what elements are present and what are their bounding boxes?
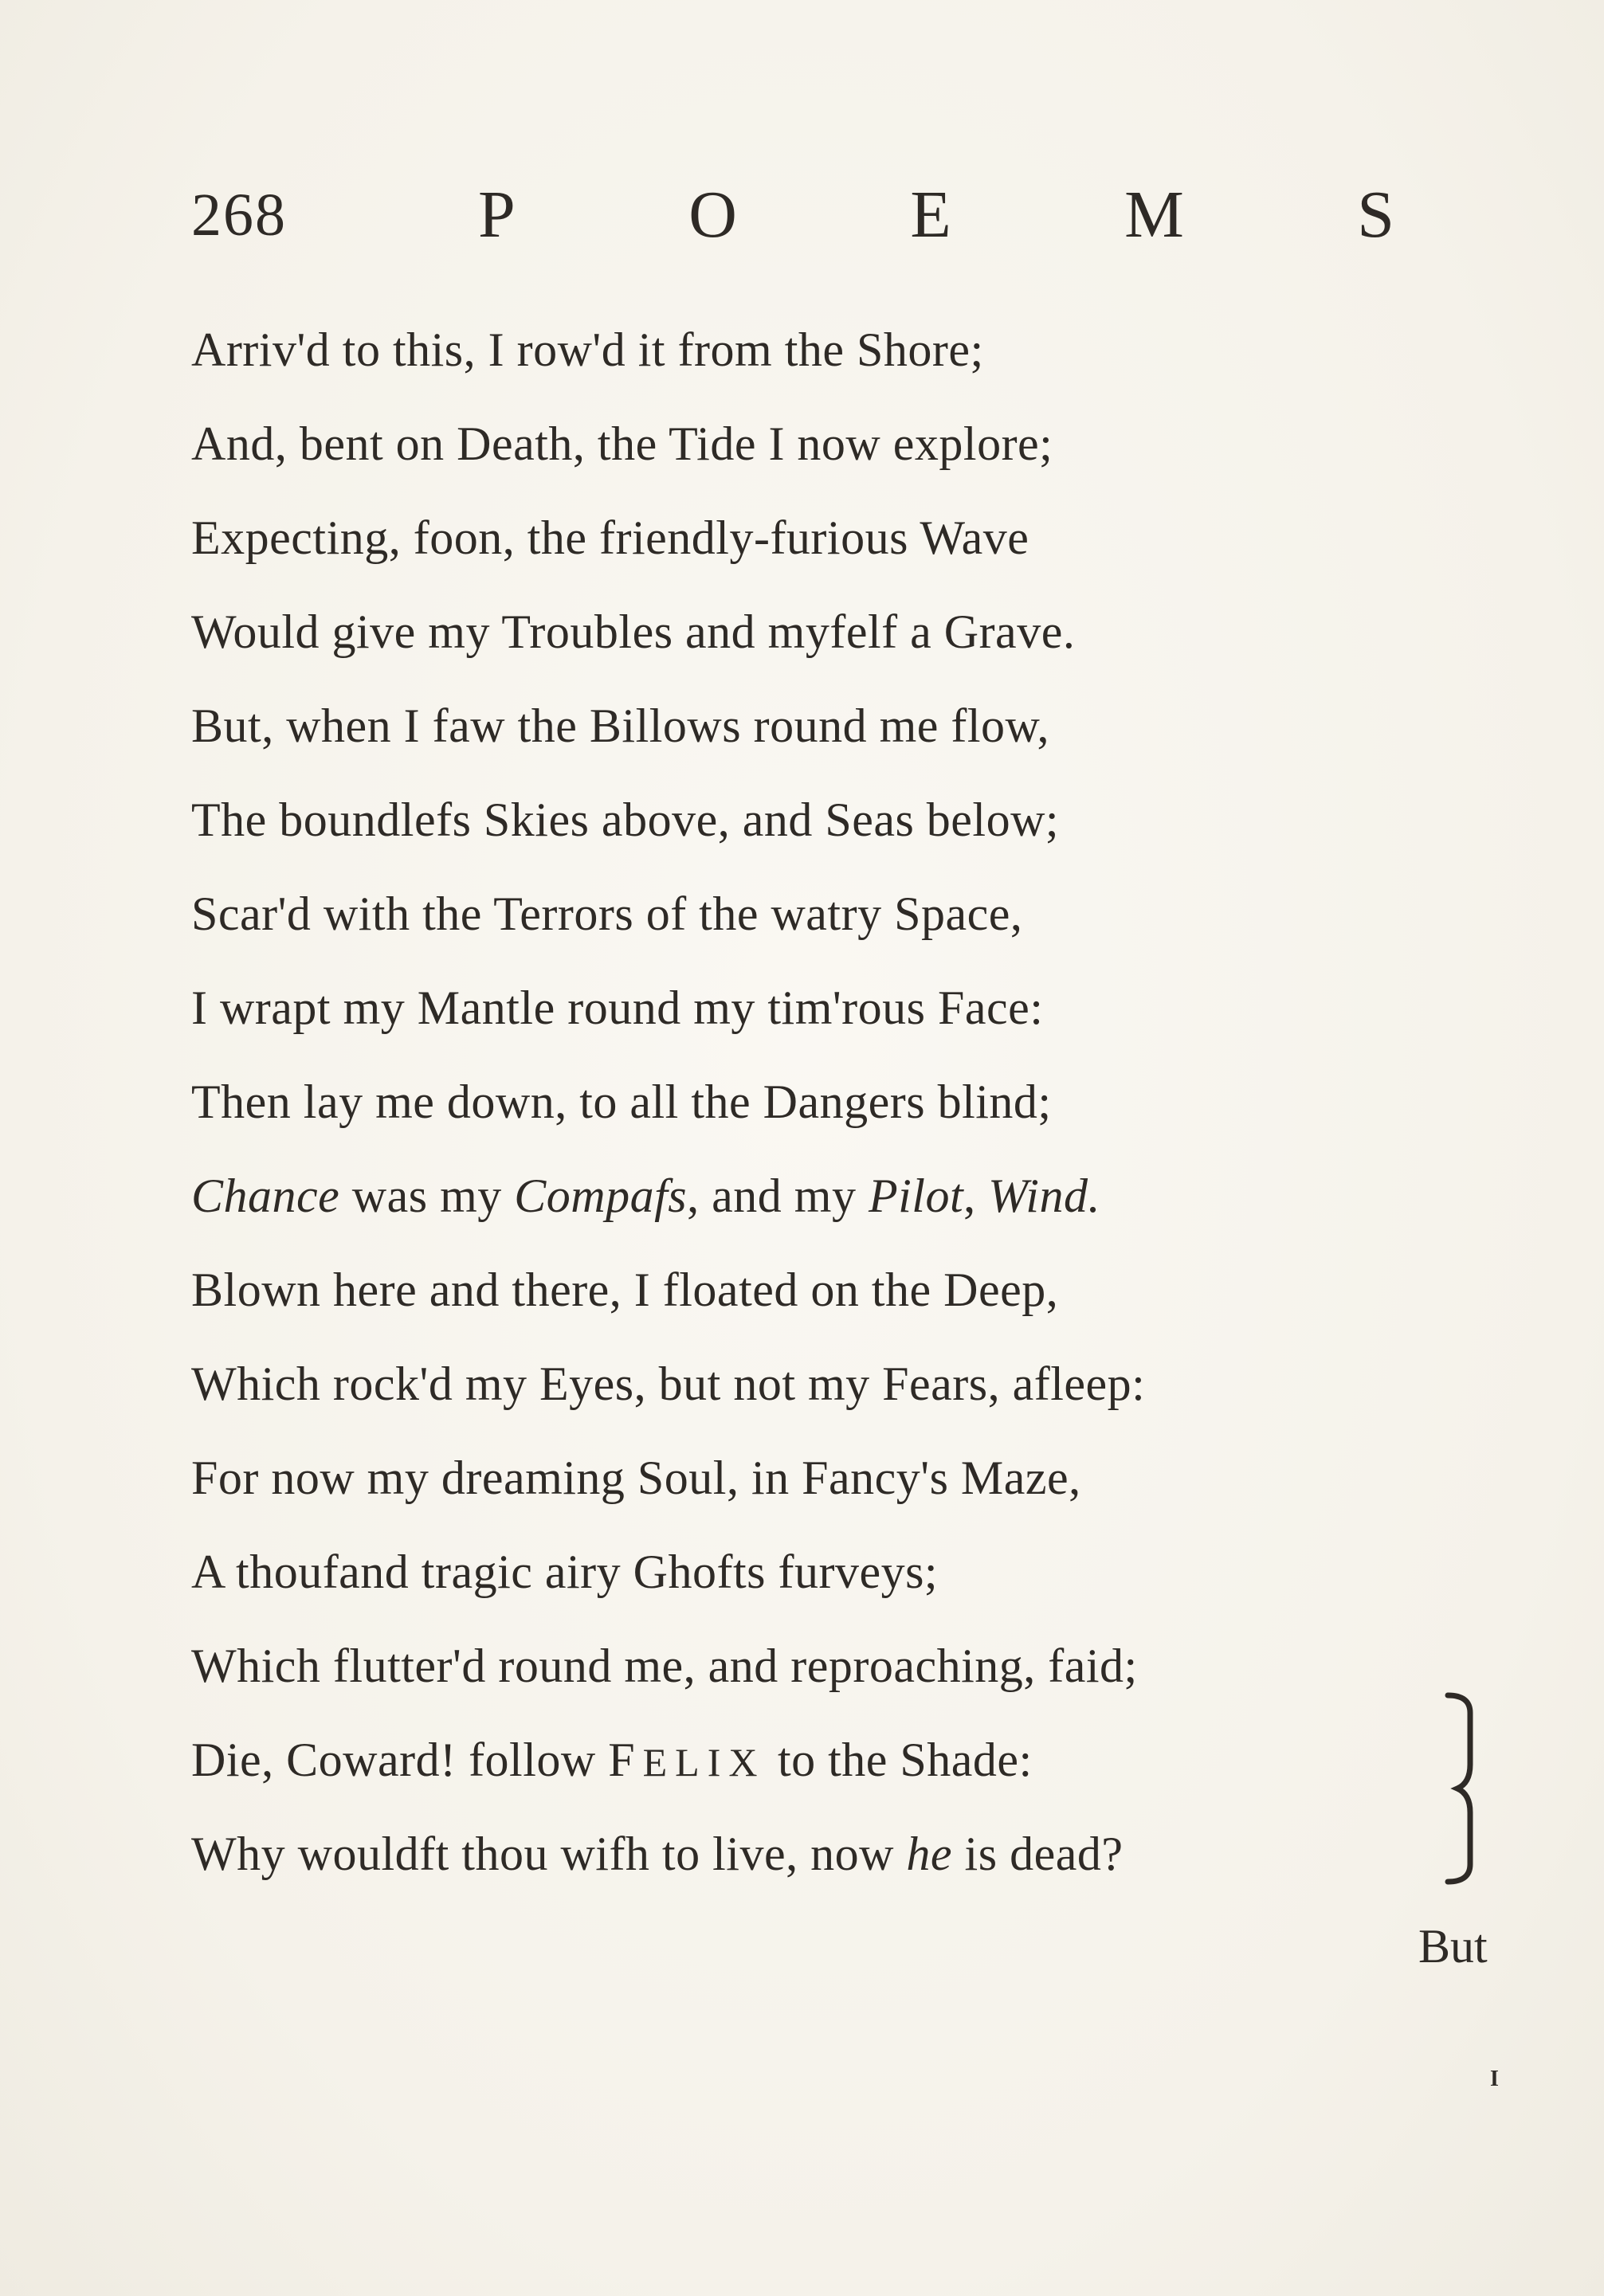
running-head-letter: M bbox=[1124, 178, 1184, 252]
line-text: , and my bbox=[687, 1170, 869, 1222]
poem-line: And, bent on Death, the Tide I now explore; bbox=[191, 417, 1053, 470]
poem-body bbox=[191, 303, 1434, 1901]
running-head-letter: S bbox=[1357, 178, 1394, 252]
line-text: to the Shade: bbox=[765, 1734, 1033, 1786]
italic-word: Pilot bbox=[868, 1170, 964, 1222]
poem-line: Scar'd with the Terrors of the watry Space, bbox=[191, 887, 1023, 940]
poem-line: For now my dreaming Soul, in Fancy's Maze, bbox=[191, 1452, 1081, 1504]
poem-line: A thoufand tragic airy Ghofts furveys; bbox=[191, 1546, 939, 1598]
catchword: But bbox=[1418, 1920, 1488, 1973]
page-number: 268 bbox=[191, 182, 287, 249]
triplet-brace-icon bbox=[1438, 1689, 1494, 1888]
line-text: is dead? bbox=[952, 1828, 1124, 1880]
page-header bbox=[191, 171, 1394, 259]
line-text: was my bbox=[339, 1170, 515, 1222]
small-caps-rest: ELIX bbox=[642, 1740, 766, 1785]
poem-line: Would give my Troubles and myfelf a Grave. bbox=[191, 605, 1076, 658]
signature-mark: I bbox=[1490, 2067, 1499, 2091]
running-head-letter: O bbox=[688, 178, 737, 252]
poem-line bbox=[191, 1713, 1434, 1807]
italic-word: Chance bbox=[191, 1170, 340, 1222]
italic-word: Compafs bbox=[514, 1170, 688, 1222]
poem-line: Expecting, foon, the friendly-furious Wave bbox=[191, 511, 1029, 564]
poem-line: Then lay me down, to all the Dangers blind; bbox=[191, 1076, 1052, 1128]
poem-line bbox=[191, 1807, 1434, 1901]
poem-line: I wrapt my Mantle round my tim'rous Face: bbox=[191, 981, 1044, 1034]
poem-line: Blown here and there, I floated on the Deep, bbox=[191, 1264, 1059, 1316]
poem-line: Which flutter'd round me, and reproaching, faid; bbox=[191, 1640, 1138, 1692]
running-head-letter: E bbox=[910, 178, 951, 252]
running-head-letter: P bbox=[478, 178, 516, 252]
italic-word: Wind. bbox=[988, 1170, 1100, 1222]
poem-line: The boundlefs Skies above, and Seas below; bbox=[191, 793, 1060, 846]
poem-line: But, when I faw the Billows round me flow, bbox=[191, 699, 1049, 752]
line-text: Why wouldft thou wifh to live, now bbox=[191, 1828, 907, 1880]
line-text: , bbox=[963, 1170, 989, 1222]
small-caps-name bbox=[608, 1734, 766, 1786]
poem-line: Which rock'd my Eyes, but not my Fears, afleep: bbox=[191, 1358, 1146, 1410]
poem-line bbox=[191, 1149, 1434, 1243]
poem-line: Arriv'd to this, I row'd it from the Shore; bbox=[191, 323, 984, 376]
small-caps-initial: F bbox=[608, 1734, 643, 1786]
running-head bbox=[478, 171, 1394, 259]
line-text: Die, Coward! follow bbox=[191, 1734, 609, 1786]
italic-word: he bbox=[906, 1828, 953, 1880]
